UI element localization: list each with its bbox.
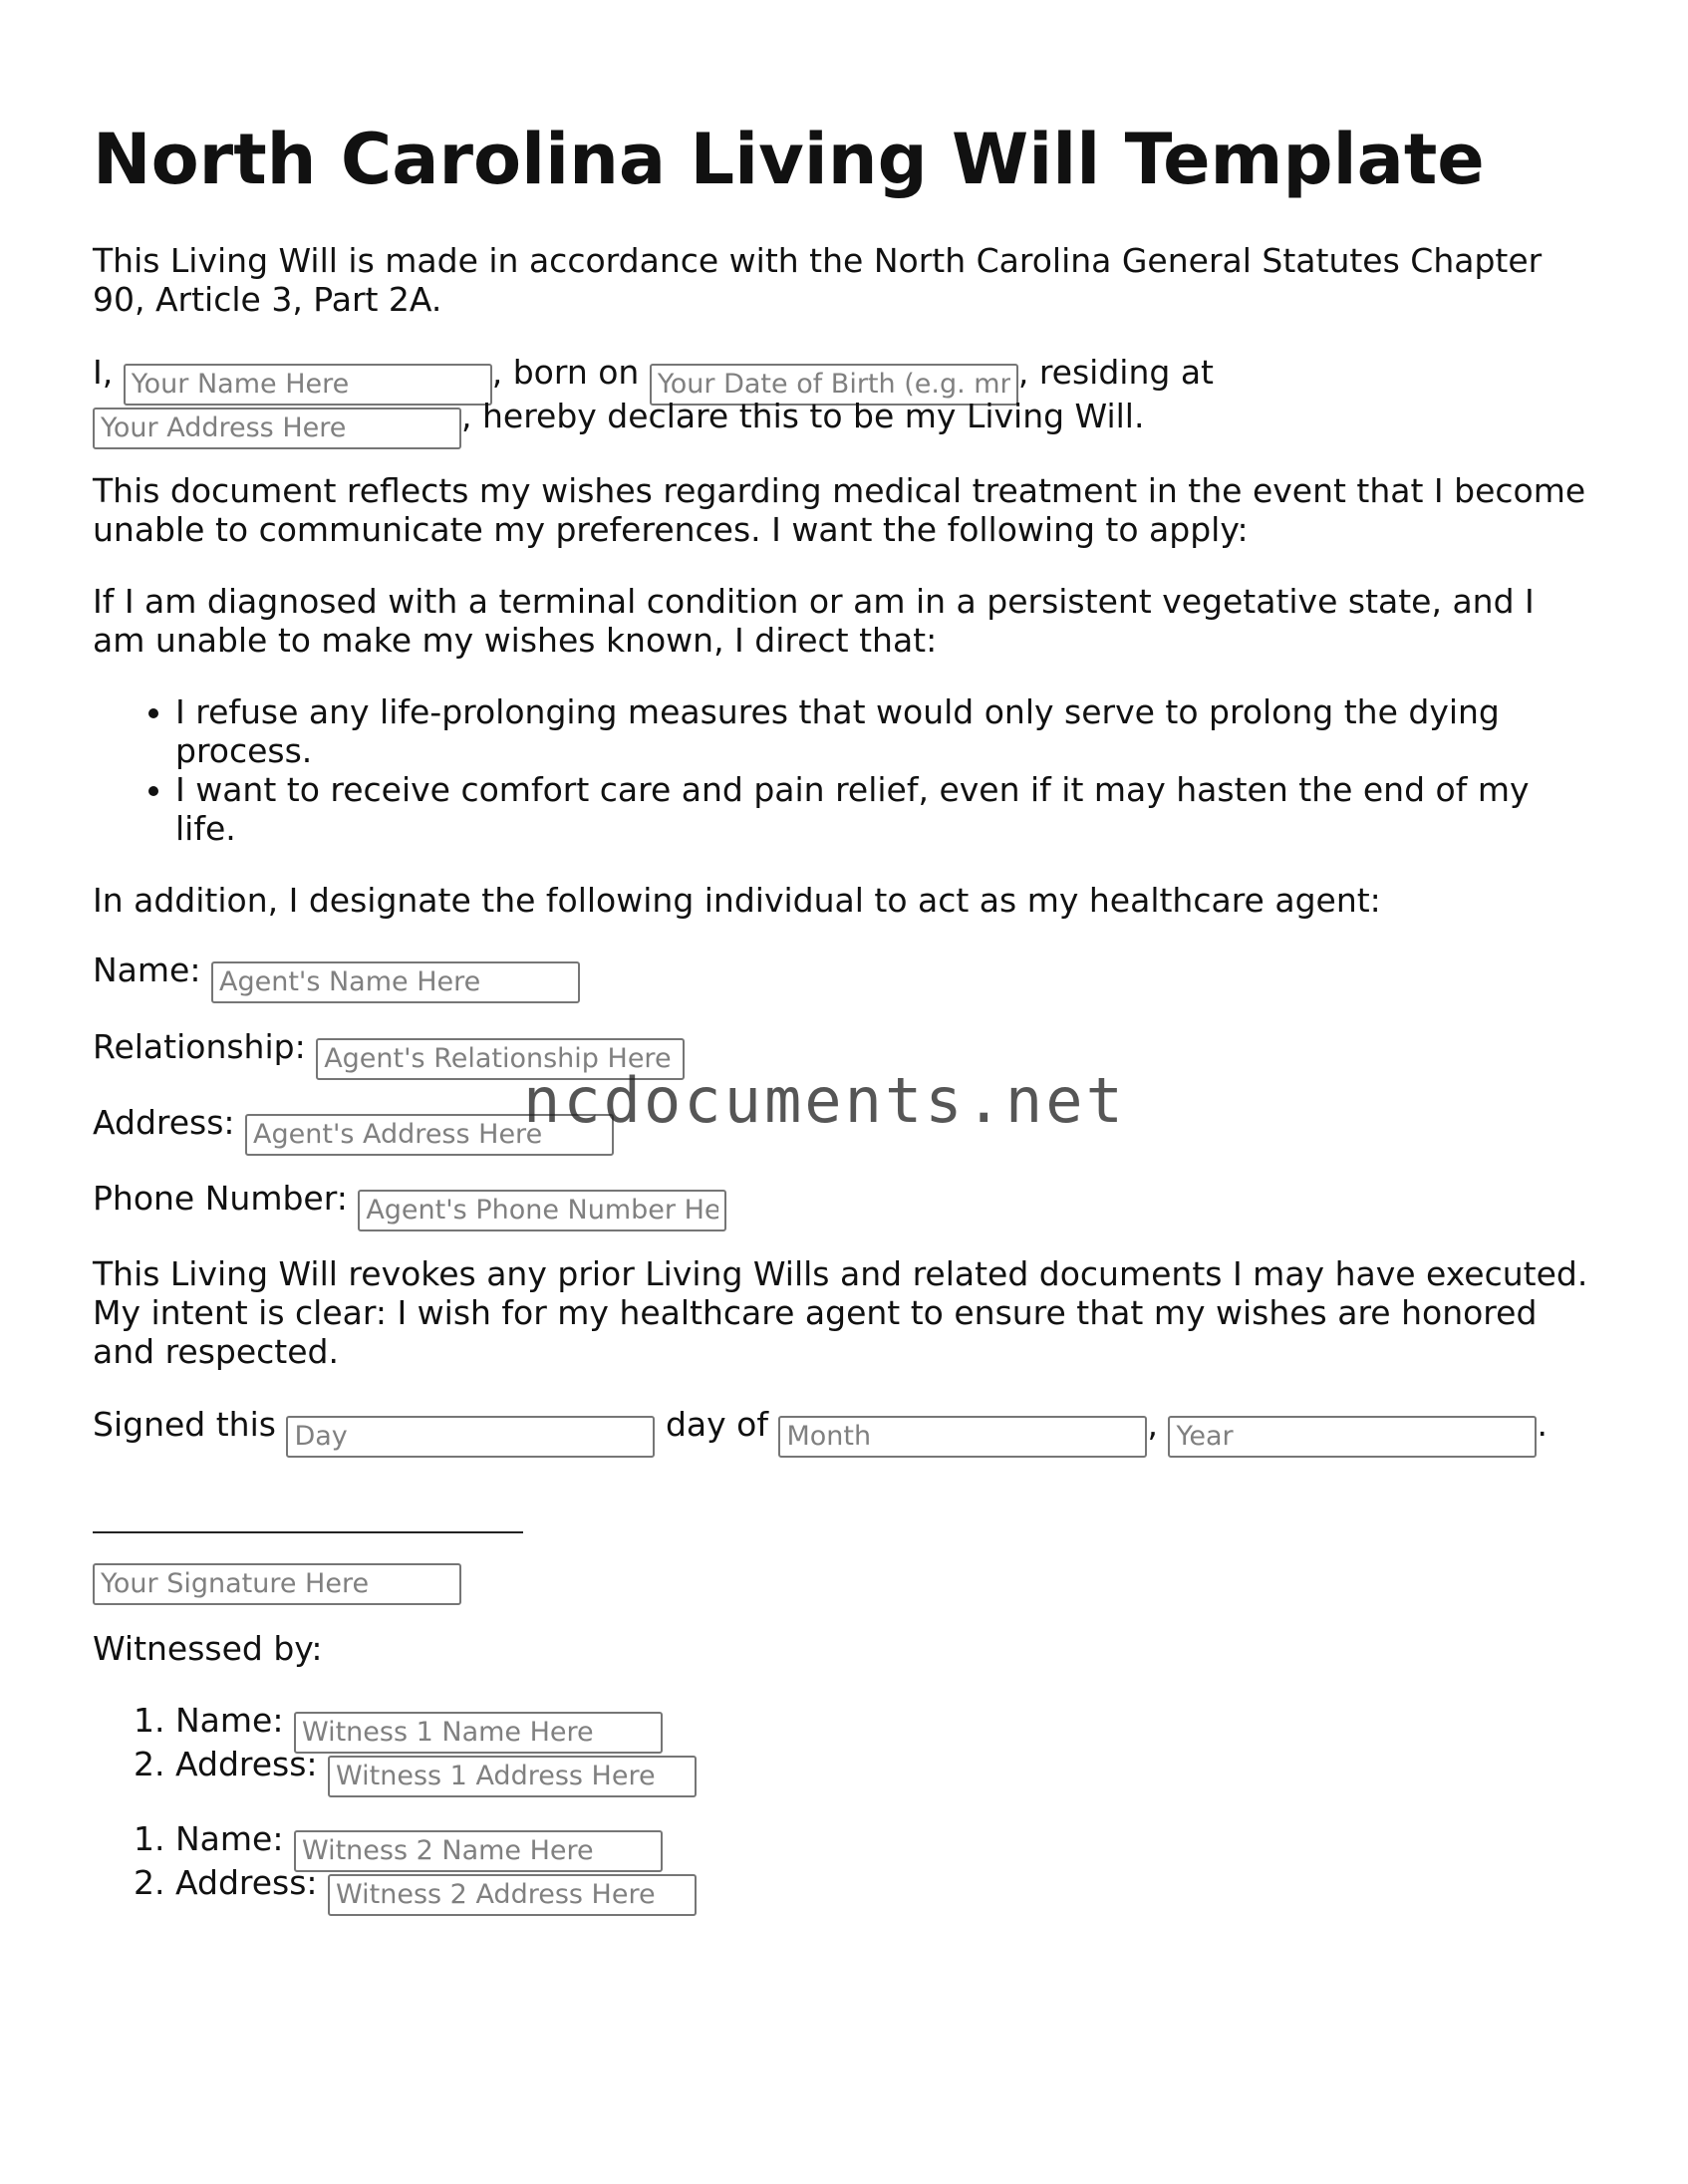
- directives-list-wrapper: [93, 692, 1607, 848]
- signature-row: [93, 1552, 1607, 1591]
- witness-2-name-label: Name:: [175, 1819, 284, 1858]
- condition-line-2: am unable to make my wishes known, I direct that:: [93, 621, 938, 660]
- agent-relationship-input[interactable]: [316, 1038, 685, 1080]
- revoke-line-1: This Living Will revokes any prior Living Wills and related documents I may have executed.: [93, 1254, 1588, 1293]
- wishes-paragraph: [93, 471, 1607, 549]
- agent-name-input[interactable]: [211, 961, 580, 1003]
- your-address-input[interactable]: [93, 408, 461, 449]
- declaration-line-1: [93, 353, 1607, 392]
- directive-2-line-1: • I want to receive comfort care and pain relief, even if it may hasten the end of my: [175, 770, 1530, 809]
- declaration-line-2: [93, 397, 1607, 435]
- intro-paragraph: [93, 241, 1607, 319]
- witness-1-address-input[interactable]: [328, 1756, 697, 1797]
- agent-address-label: Address:: [93, 1103, 235, 1142]
- list-item: [175, 692, 1607, 770]
- agent-relationship-label: Relationship:: [93, 1027, 306, 1066]
- signed-this-text: Signed this: [93, 1405, 276, 1444]
- agent-address-input[interactable]: [245, 1114, 614, 1156]
- agent-name-row: [93, 951, 1607, 989]
- witnessed-by-heading: Witnessed by:: [93, 1629, 323, 1668]
- day-of-text: day of: [665, 1405, 768, 1444]
- signed-year-input[interactable]: [1168, 1416, 1537, 1458]
- born-on-text: , born on: [491, 353, 640, 392]
- signed-date-row: [93, 1405, 1607, 1444]
- declaration-prefix: I,: [93, 353, 114, 392]
- wishes-line-2: unable to communicate my preferences. I want the following to apply:: [93, 510, 1249, 549]
- wishes-line-1: This document reflects my wishes regarding medical treatment in the event that I become: [93, 471, 1586, 510]
- declare-text: , hereby declare this to be my Living Will.: [461, 397, 1145, 435]
- signed-day-input[interactable]: [286, 1416, 655, 1458]
- declaration-paragraph: [93, 353, 1607, 435]
- revoke-line-3: and respected.: [93, 1332, 339, 1371]
- intro-line-2: 90, Article 3, Part 2A.: [93, 280, 442, 319]
- directive-1-line-2: process.: [175, 731, 313, 770]
- witness-1-address-label: Address:: [175, 1745, 318, 1783]
- witness-1-list: [93, 1701, 1607, 1788]
- list-item: [175, 1819, 1607, 1863]
- revoke-paragraph: [93, 1254, 1607, 1371]
- intro-line-1: This Living Will is made in accordance with the North Carolina General Statutes Chapter: [93, 241, 1543, 280]
- signature-line: [93, 1531, 523, 1533]
- directives-list: [93, 692, 1607, 848]
- agent-intro: In addition, I designate the following individual to act as my healthcare agent:: [93, 881, 1381, 920]
- list-item: [175, 1701, 1607, 1745]
- condition-line-1: If I am diagnosed with a terminal condition or am in a persistent vegetative state, and I: [93, 582, 1535, 621]
- witness-1-name-label: Name:: [175, 1701, 284, 1740]
- watermark: ncdocuments.net: [523, 1064, 1126, 1137]
- witness-2-list: [93, 1819, 1607, 1907]
- witness-2-list-wrapper: [93, 1819, 1607, 1907]
- agent-phone-label: Phone Number:: [93, 1179, 348, 1218]
- residing-at-text: , residing at: [1017, 353, 1214, 392]
- signed-month-input[interactable]: [778, 1416, 1147, 1458]
- list-item: [175, 1745, 1607, 1788]
- witness-2-address-input[interactable]: [328, 1874, 697, 1916]
- agent-phone-row: [93, 1179, 1607, 1218]
- agent-address-row: [93, 1103, 1607, 1142]
- witness-2-address-label: Address:: [175, 1863, 318, 1902]
- list-item: [175, 1863, 1607, 1907]
- list-item: [175, 770, 1607, 848]
- agent-name-label: Name:: [93, 951, 201, 989]
- page-title: North Carolina Living Will Template: [93, 119, 1485, 200]
- condition-paragraph: [93, 582, 1607, 660]
- signature-input[interactable]: [93, 1563, 461, 1605]
- agent-relationship-row: [93, 1027, 1607, 1066]
- directive-2-line-2: life.: [175, 809, 236, 848]
- revoke-line-2: My intent is clear: I wish for my healthcare agent to ensure that my wishes are honored: [93, 1293, 1538, 1332]
- comma-text: ,: [1147, 1405, 1158, 1444]
- period-text: .: [1537, 1405, 1547, 1444]
- directive-1-line-1: • I refuse any life-prolonging measures that would only serve to prolong the dying: [175, 692, 1500, 731]
- witness-1-list-wrapper: [93, 1701, 1607, 1788]
- agent-phone-input[interactable]: [358, 1190, 726, 1231]
